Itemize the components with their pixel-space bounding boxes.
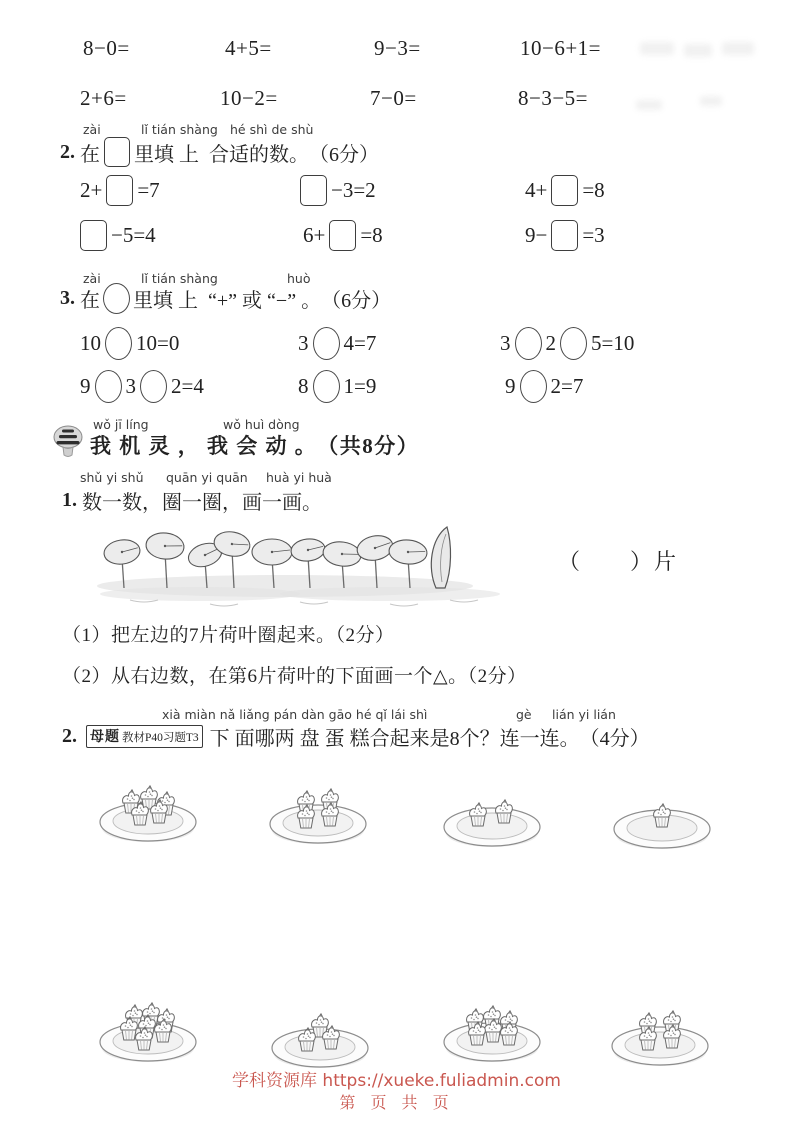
bleed-through-artifact: [700, 96, 722, 106]
sub-question-1: （1）把左边的7片荷叶圈起来。（2分）: [62, 625, 395, 646]
equation-text: 2=7: [550, 374, 584, 398]
equation-text: 3: [500, 331, 511, 355]
cupcake-plate: [436, 769, 548, 855]
pinyin-annotation: lián yi lián: [552, 707, 616, 722]
answer-box[interactable]: [300, 175, 327, 206]
question-text: 里填 上 合适的数。: [134, 143, 309, 166]
equation: [80, 220, 156, 251]
bleed-through-artifact: [640, 42, 674, 55]
equation-text: 4+: [525, 178, 548, 202]
pinyin-annotation: wǒ huì dòng: [223, 417, 300, 432]
badge-tag: 母题: [90, 729, 120, 745]
equation: [80, 175, 160, 206]
answer-circle[interactable]: [95, 370, 122, 403]
sub-question-2: （2）从右边数，在第6片荷叶的下面画一个△。（2分）: [62, 666, 527, 687]
equation-text: =7: [137, 178, 160, 202]
lotus-pond-illustration: [90, 522, 560, 619]
answer-circle-glyph: [103, 283, 130, 314]
pinyin-annotation: xià miàn nǎ liǎng pán dàn gāo hé qǐ lái shì: [162, 707, 428, 722]
question-text: 在: [80, 143, 100, 166]
cupcake-plate: [262, 766, 374, 852]
score-label: （6分）: [321, 290, 392, 312]
arithmetic-problem: 4+5=: [225, 36, 272, 60]
equation: [303, 220, 383, 251]
equation-text: −5=4: [111, 223, 156, 247]
pinyin-annotation: zài: [83, 271, 101, 286]
equation-text: 10: [80, 331, 101, 355]
pinyin-annotation: lǐ tián shàng: [141, 122, 218, 137]
equation-text: =8: [582, 178, 605, 202]
answer-circle[interactable]: [313, 370, 340, 403]
arithmetic-problem: 9−3=: [374, 36, 421, 60]
equation: [80, 370, 204, 403]
equation: [525, 220, 605, 251]
item-text: 数一数，圈一圈，画一画。: [82, 492, 322, 514]
arithmetic-problem: 8−0=: [83, 36, 130, 60]
equation-text: 2=4: [171, 374, 204, 398]
equation-text: 9: [80, 374, 91, 398]
equation: [80, 327, 179, 360]
bleed-through-artifact: [636, 100, 662, 110]
pinyin-annotation: hé shì de shù: [230, 122, 314, 137]
lotus-count-blank[interactable]: （ ）片: [558, 549, 679, 574]
equation-text: =8: [360, 223, 383, 247]
answer-circle[interactable]: [140, 370, 167, 403]
score-label: （4分）: [579, 728, 650, 750]
equation: [525, 175, 605, 206]
equation: [300, 175, 376, 206]
equation-text: 1=9: [343, 374, 377, 398]
cupcake-plate: [606, 771, 718, 857]
section-three-mushroom-icon: [52, 424, 84, 458]
cupcake-plate: [92, 984, 204, 1070]
cupcake-plate: [264, 990, 376, 1076]
section-title-text: 我 机 灵 ， 我 会 动 。: [90, 434, 318, 458]
equation-text: 8: [298, 374, 309, 398]
arithmetic-problem: 8−3−5=: [518, 86, 589, 110]
equation-text: 4=7: [343, 331, 377, 355]
section-score-label: （共8分）: [317, 434, 420, 458]
question-number: 3.: [60, 287, 75, 309]
equation-text: 5=10: [591, 331, 635, 355]
answer-circle[interactable]: [560, 327, 587, 360]
equation: [298, 327, 376, 360]
equation-text: −3=2: [331, 178, 376, 202]
answer-circle[interactable]: [105, 327, 132, 360]
equation-text: 2: [545, 331, 556, 355]
score-label: （6分）: [309, 143, 379, 166]
answer-box[interactable]: [329, 220, 356, 251]
equation-text: 6+: [303, 223, 326, 247]
item-2-line: [62, 722, 650, 751]
answer-box[interactable]: [80, 220, 107, 251]
answer-box-glyph: [104, 137, 130, 167]
equation-text: 9: [505, 374, 516, 398]
item-number: 1.: [62, 489, 77, 511]
equation-text: 3: [125, 374, 136, 398]
equation-text: 2+: [80, 178, 103, 202]
question-3-title: [60, 283, 391, 314]
pinyin-annotation: zài: [83, 122, 101, 137]
cupcake-plate: [436, 984, 548, 1070]
bleed-through-artifact: [684, 44, 712, 57]
item-number: 2.: [62, 725, 77, 747]
arithmetic-problem: 7−0=: [370, 86, 417, 110]
pinyin-annotation: lǐ tián shàng: [141, 271, 218, 286]
badge-reference: 教材P40习题T3: [122, 732, 199, 744]
equation: [500, 327, 634, 360]
equation: [505, 370, 583, 403]
item-text: 下 面哪两 盘 蛋 糕合起来是8个？连一连。: [209, 728, 580, 750]
arithmetic-problem: 10−2=: [220, 86, 278, 110]
section-three-title: [90, 430, 419, 460]
equation-text: 3: [298, 331, 309, 355]
footer-page-indicator: 第 页 共 页: [339, 1093, 454, 1112]
equation-text: 10=0: [136, 331, 180, 355]
answer-box[interactable]: [106, 175, 133, 206]
cupcake-plate: [92, 764, 204, 850]
pinyin-annotation: huà yi huà: [266, 470, 332, 485]
cupcake-plate: [604, 988, 716, 1074]
answer-circle[interactable]: [520, 370, 547, 403]
equation-text: 9−: [525, 223, 548, 247]
answer-circle[interactable]: [515, 327, 542, 360]
pinyin-annotation: huò: [287, 271, 311, 286]
equation-text: =3: [582, 223, 605, 247]
equation: [298, 370, 376, 403]
answer-circle[interactable]: [313, 327, 340, 360]
pinyin-annotation: gè: [516, 707, 532, 722]
answer-box[interactable]: [551, 220, 578, 251]
pinyin-annotation: shǔ yi shǔ: [80, 470, 144, 485]
arithmetic-problem: 10−6+1=: [520, 36, 602, 60]
pinyin-annotation: quān yi quān: [166, 470, 248, 485]
pinyin-annotation: wǒ jī líng: [93, 417, 149, 432]
footer-site-watermark: 学科资源库 https://xueke.fuliadmin.com: [232, 1071, 561, 1091]
question-text: 在: [80, 290, 100, 312]
item-1-line: [62, 486, 322, 515]
arithmetic-problem: 2+6=: [80, 86, 127, 110]
source-reference-badge: [86, 725, 203, 748]
question-2-title: [60, 137, 379, 167]
question-text: 里填 上 “+” 或 “−” 。: [133, 290, 322, 312]
question-number: 2.: [60, 140, 75, 163]
answer-box[interactable]: [551, 175, 578, 206]
bleed-through-artifact: [722, 42, 754, 55]
